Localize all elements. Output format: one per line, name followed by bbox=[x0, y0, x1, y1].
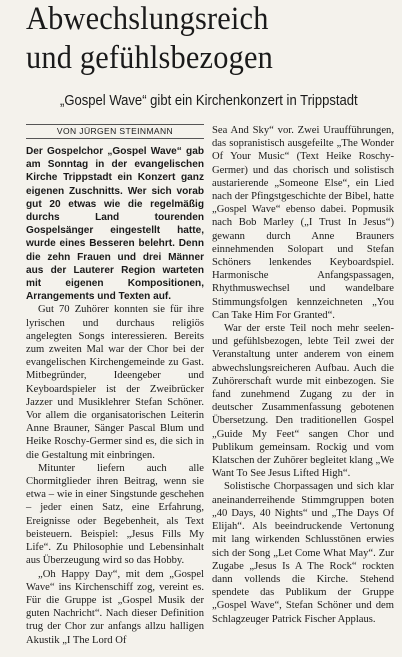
byline: VON JÜRGEN STEINMANN bbox=[26, 124, 204, 139]
paragraph: Solistische Chorpassagen und sich klar aneinanderreihende Stimmgruppen boten „40 Days, 40 Nights“ und „The Days Of Elijah“. Als beeindruckende Vertonung mit lang wirkenden Schlusstönen erwies sich der Song „Let Come What May“. Zur Zugabe „Jesus Is A The Rock“ rockten dann vollends die Kirche. Stehend spendete das Publikum der Gruppe „Gospel Wave“, Stefan Schöner und dem Schlagzeuger Patrick Fischer Applaus. bbox=[212, 481, 394, 625]
paragraph: Sea And Sky“ vor. Zwei Uraufführungen, das sopranistisch ausgefeilte „The Wonder Of Your Music“ (Text Heike Roschy-Germer) und das chorisch und solistisch austarierende „Someone Else“, ein Lied nach der Pfingstgeschichte der Bibel, hatte „Gospel Wave“ ebenso dabei. Popmusik nach Bob Marley („I Trust In Jesus“) gewann durch Anne Brauners einnehmenden Solopart und Stefan Schöners lenkendes Keyboardspiel. Harmonische Anfangspassagen, Rhythmuswechsel und wandelbare Stimmungsfolgen kennzeichneten „You Can Take Him For Granted“. bbox=[212, 125, 394, 321]
paragraph: Mitunter liefern auch alle Chormitglieder ihren Beitrag, wenn sie etwa – wie in einer Singstunde geschehen – jeder einen Satz, eine Erfahrung, Ereignisse oder Begebenheit, als Text beisteuern. Beispiel: „Jesus Fills My Life“. Zu Philosophie und Lebensinhalt aus Überzeugung wird so das Hobby. bbox=[26, 462, 204, 567]
lead-paragraph: Der Gospelchor „Gospel Wave“ gab am Sonntag in der evangelischen Kirche Trippstadt ein Konzert ganz eigenen Zuschnitts. Wer sich vorab gut 20 etwas wie die regelmäßig durchs Land tourenden Gospelsänger eingestellt hatte, wurde eines Besseren belehrt. Denn die zehn Frauen und drei Männer aus der Lauterer Region warteten mit eigenen Kompositionen, Arrangements und Texten auf. bbox=[26, 146, 204, 303]
headline bbox=[26, 0, 366, 78]
headline-line-2: und gefühlsbezogen bbox=[26, 40, 273, 76]
headline-line-1: Abwechslungsreich bbox=[26, 1, 269, 37]
subheadline: „Gospel Wave“ gibt ein Kirchenkonzert in Trippstadt bbox=[60, 93, 358, 109]
column-right bbox=[212, 124, 394, 626]
paragraph: „Oh Happy Day“, mit dem „Gospel Wave“ ins Kirchenschiff zog, vereint es. Für die Gruppe ist „Gospel Musik der guten Nachricht“. Nach dieser Definition trug der Chor zur anfangs allzu halligen Akustik „I The Lord Of bbox=[26, 568, 204, 646]
paragraph: War der erste Teil noch mehr seelen- und gefühlsbezogen, lebte Teil zwei der Veranstaltung unter anderem von einem abwechslungsreicheren Aufbau. Auch die Zuhörerschaft wurde mit einbezogen. Sie fand zunehmend Zugang zu der in deutscher Zusammenfassung gebotenen Übersetzung. Den traditionellen Gospel „Guide My Feet“ sangen Chor und Publikum gemeinsam. Rockig und vom Klatschen der Zuhörer begleitet klang „We Want To See Jesus Lifted High“. bbox=[212, 323, 394, 480]
column-left bbox=[26, 124, 204, 647]
paragraph: Gut 70 Zuhörer konnten sie für ihre lyrischen und durchaus religiös angelegten Songs interessieren. Bereits zum zweiten Mal war der Chor bei der evangelischen Kirchengemeinde zu Gast. Mitbegründer, Ideengeber und Keyboardspieler ist der Zweibrücker Jazzer und Musiklehrer Stefan Schöner. Vor allem die organisatorischen Leiterin Anne Brauner, Sänger Pascal Blum und Heike Roschy-Germer sind es, die sich in die Gestaltung mit einbringen. bbox=[26, 304, 204, 461]
